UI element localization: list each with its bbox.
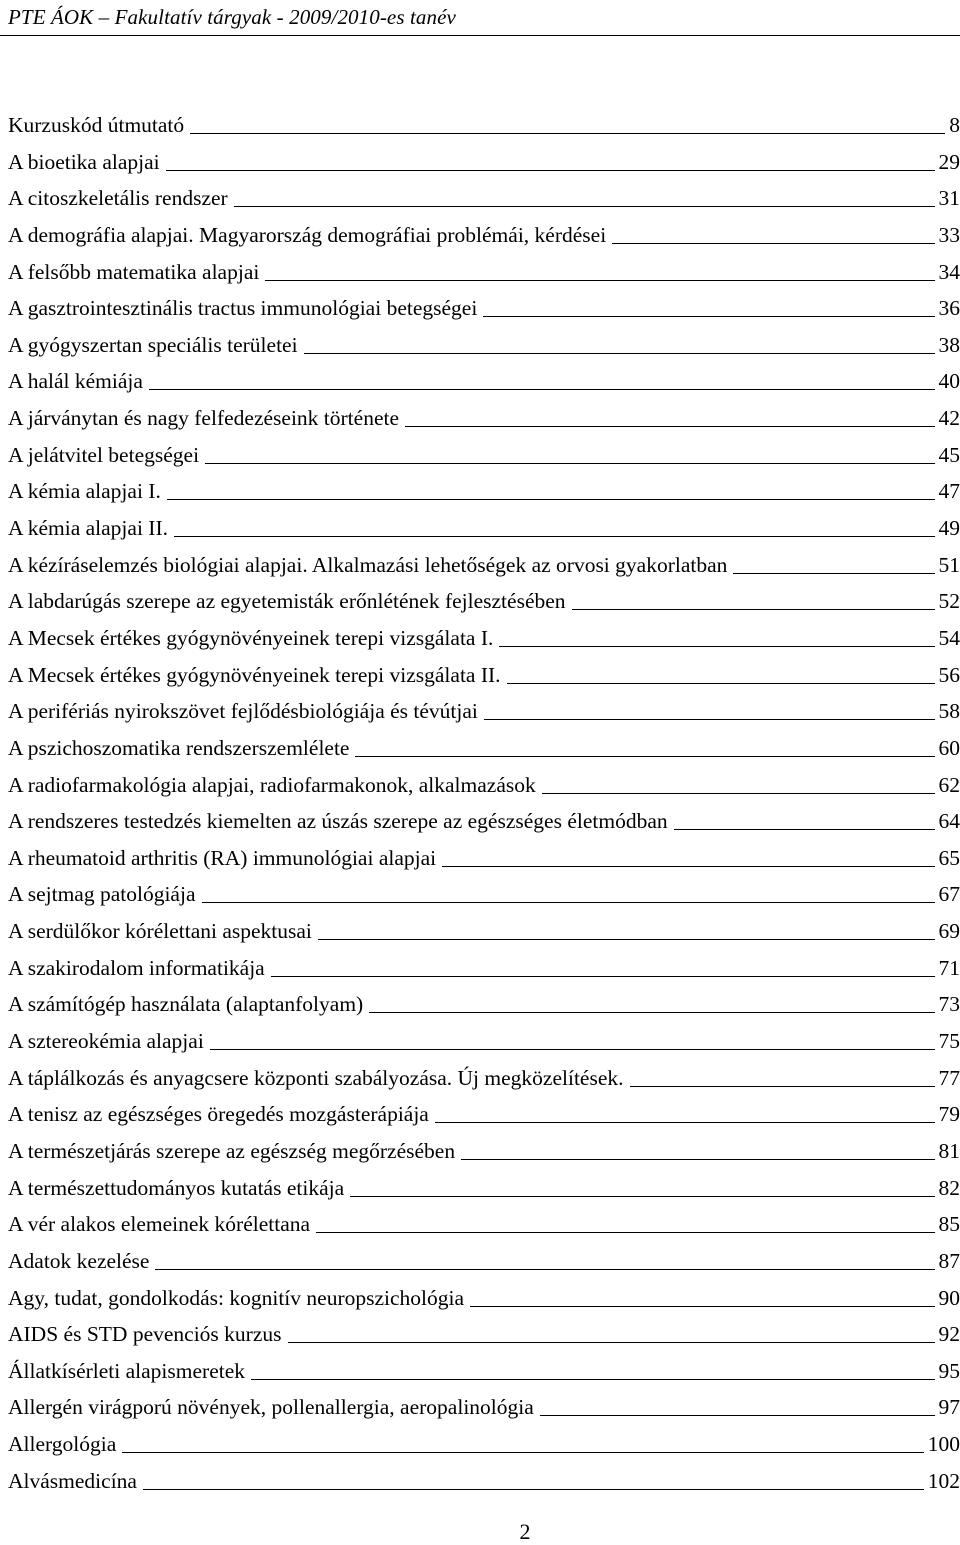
toc-entry-leader bbox=[304, 353, 935, 354]
toc-entry[interactable] bbox=[8, 1026, 960, 1063]
toc-entry-leader bbox=[318, 939, 935, 940]
toc-entry-page-number: 75 bbox=[939, 1026, 960, 1056]
toc-entry-title: A sztereokémia alapjai bbox=[8, 1026, 204, 1056]
toc-entry-title: A táplálkozás és anyagcsere központi szabályozása. Új megközelítések. bbox=[8, 1063, 624, 1093]
toc-entry-leader bbox=[369, 1012, 934, 1013]
toc-entry-leader bbox=[461, 1159, 934, 1160]
toc-entry-title: A járványtan és nagy felfedezéseink története bbox=[8, 403, 399, 433]
toc-entry-title: A kézíráselemzés biológiai alapjai. Alkalmazási lehetőségek az orvosi gyakorlatban bbox=[8, 550, 727, 580]
toc-entry-page-number: 100 bbox=[928, 1429, 960, 1459]
toc-entry-title: A kémia alapjai I. bbox=[8, 476, 161, 506]
toc-entry-page-number: 87 bbox=[939, 1246, 960, 1276]
toc-entry-page-number: 67 bbox=[939, 879, 960, 909]
toc-entry[interactable] bbox=[8, 1136, 960, 1173]
toc-entry[interactable] bbox=[8, 1429, 960, 1466]
toc-entry[interactable] bbox=[8, 879, 960, 916]
toc-entry-leader bbox=[143, 1489, 924, 1490]
toc-entry[interactable] bbox=[8, 696, 960, 733]
toc-entry-page-number: 33 bbox=[939, 220, 960, 250]
toc-entry-page-number: 49 bbox=[939, 513, 960, 543]
toc-entry-page-number: 51 bbox=[939, 550, 960, 580]
toc-entry-leader bbox=[542, 793, 935, 794]
toc-entry-leader bbox=[674, 829, 935, 830]
toc-entry-page-number: 62 bbox=[939, 770, 960, 800]
toc-entry[interactable] bbox=[8, 806, 960, 843]
toc-entry-leader bbox=[630, 1086, 935, 1087]
toc-entry[interactable] bbox=[8, 623, 960, 660]
toc-entry-page-number: 42 bbox=[939, 403, 960, 433]
toc-entry[interactable] bbox=[8, 989, 960, 1026]
toc-entry-page-number: 69 bbox=[939, 916, 960, 946]
toc-entry[interactable] bbox=[8, 1099, 960, 1136]
toc-entry-page-number: 90 bbox=[939, 1283, 960, 1313]
toc-entry-page-number: 54 bbox=[939, 623, 960, 653]
page-header-title: PTE ÁOK – Fakultatív tárgyak - 2009/2010-es tanév bbox=[8, 4, 456, 30]
toc-entry[interactable] bbox=[8, 1466, 960, 1503]
toc-entry-title: A kémia alapjai II. bbox=[8, 513, 168, 543]
toc-entry[interactable] bbox=[8, 293, 960, 330]
toc-entry-leader bbox=[234, 206, 935, 207]
toc-entry-title: A bioetika alapjai bbox=[8, 147, 160, 177]
toc-entry-page-number: 77 bbox=[939, 1063, 960, 1093]
toc-entry-page-number: 52 bbox=[939, 586, 960, 616]
toc-entry[interactable] bbox=[8, 1392, 960, 1429]
toc-entry-page-number: 82 bbox=[939, 1173, 960, 1203]
toc-entry-title: A rheumatoid arthritis (RA) immunológiai alapjai bbox=[8, 843, 436, 873]
toc-entry-title: A sejtmag patológiája bbox=[8, 879, 196, 909]
header-rule bbox=[0, 35, 960, 36]
toc-entry-page-number: 71 bbox=[939, 953, 960, 983]
toc-entry-title: Állatkísérleti alapismeretek bbox=[8, 1356, 245, 1386]
toc-entry-page-number: 85 bbox=[939, 1209, 960, 1239]
toc-entry-title: A gasztrointesztinális tractus immunológiai betegségei bbox=[8, 293, 477, 323]
toc-entry-leader bbox=[122, 1452, 923, 1453]
toc-entry-title: A serdülőkor kórélettani aspektusai bbox=[8, 916, 312, 946]
toc-entry[interactable] bbox=[8, 476, 960, 513]
toc-entry-page-number: 45 bbox=[939, 440, 960, 470]
toc-entry[interactable] bbox=[8, 440, 960, 477]
toc-entry-page-number: 65 bbox=[939, 843, 960, 873]
toc-entry-leader bbox=[288, 1342, 935, 1343]
toc-entry-title: Agy, tudat, gondolkodás: kognitív neuropszichológia bbox=[8, 1283, 464, 1313]
toc-entry-leader bbox=[167, 499, 935, 500]
toc-entry[interactable] bbox=[8, 586, 960, 623]
toc-entry-leader bbox=[202, 902, 935, 903]
toc-entry[interactable] bbox=[8, 1356, 960, 1393]
toc-entry-title: Kurzuskód útmutató bbox=[8, 110, 184, 140]
toc-entry-page-number: 81 bbox=[939, 1136, 960, 1166]
toc-entry[interactable] bbox=[8, 1246, 960, 1283]
toc-entry-title: A vér alakos elemeinek kórélettana bbox=[8, 1209, 310, 1239]
toc-entry-title: A citoszkeletális rendszer bbox=[8, 183, 228, 213]
toc-entry[interactable] bbox=[8, 733, 960, 770]
toc-entry-page-number: 34 bbox=[939, 257, 960, 287]
toc-entry[interactable] bbox=[8, 1319, 960, 1356]
toc-entry-leader bbox=[190, 133, 945, 134]
toc-entry-leader bbox=[470, 1306, 934, 1307]
toc-entry-page-number: 31 bbox=[939, 183, 960, 213]
toc-entry-leader bbox=[612, 243, 934, 244]
toc-entry-leader bbox=[149, 389, 935, 390]
toc-entry-page-number: 60 bbox=[939, 733, 960, 763]
toc-entry[interactable] bbox=[8, 366, 960, 403]
footer-page-number: 2 bbox=[0, 1519, 960, 1545]
toc-entry-title: A radiofarmakológia alapjai, radiofarmakonok, alkalmazások bbox=[8, 770, 536, 800]
toc-entry[interactable] bbox=[8, 550, 960, 587]
toc-entry-page-number: 95 bbox=[939, 1356, 960, 1386]
toc-entry-leader bbox=[316, 1232, 934, 1233]
toc-entry[interactable] bbox=[8, 147, 960, 184]
toc-entry-title: A természettudományos kutatás etikája bbox=[8, 1173, 344, 1203]
toc-entry-page-number: 29 bbox=[939, 147, 960, 177]
toc-entry-leader bbox=[251, 1379, 934, 1380]
toc-entry-leader bbox=[166, 170, 935, 171]
toc-entry-title: A halál kémiája bbox=[8, 366, 143, 396]
toc-entry-page-number: 38 bbox=[939, 330, 960, 360]
toc-entry-leader bbox=[483, 316, 934, 317]
toc-entry-page-number: 73 bbox=[939, 989, 960, 1019]
toc-entry-leader bbox=[507, 683, 935, 684]
toc-entry-page-number: 92 bbox=[939, 1319, 960, 1349]
toc-entry-leader bbox=[210, 1049, 935, 1050]
toc-entry-title: A labdarúgás szerepe az egyetemisták erőnlétének fejlesztésében bbox=[8, 586, 566, 616]
toc-entry-title: A Mecsek értékes gyógynövényeinek terepi vizsgálata I. bbox=[8, 623, 493, 653]
toc-entry[interactable] bbox=[8, 770, 960, 807]
toc-entry-leader bbox=[540, 1415, 935, 1416]
toc-entry[interactable] bbox=[8, 660, 960, 697]
toc-entry-leader bbox=[499, 646, 934, 647]
toc-entry-title: A gyógyszertan speciális területei bbox=[8, 330, 298, 360]
toc-entry-leader bbox=[572, 609, 935, 610]
toc-entry-leader bbox=[155, 1269, 934, 1270]
toc-entry-page-number: 56 bbox=[939, 660, 960, 690]
toc-entry[interactable] bbox=[8, 1283, 960, 1320]
toc-entry[interactable] bbox=[8, 843, 960, 880]
toc-entry-title: A demográfia alapjai. Magyarország demográfiai problémái, kérdései bbox=[8, 220, 606, 250]
toc-entry-title: A pszichoszomatika rendszerszemlélete bbox=[8, 733, 349, 763]
toc-entry-page-number: 102 bbox=[928, 1466, 960, 1496]
toc-entry-title: A Mecsek értékes gyógynövényeinek terepi vizsgálata II. bbox=[8, 660, 501, 690]
toc-entry[interactable] bbox=[8, 953, 960, 990]
toc-entry-title: A felsőbb matematika alapjai bbox=[8, 257, 259, 287]
toc-entry[interactable] bbox=[8, 110, 960, 147]
toc-entry[interactable] bbox=[8, 1209, 960, 1246]
toc-entry-leader bbox=[405, 426, 935, 427]
toc-entry[interactable] bbox=[8, 403, 960, 440]
toc-entry-title: AIDS és STD pevenciós kurzus bbox=[8, 1319, 282, 1349]
toc-entry-leader bbox=[174, 536, 935, 537]
toc-entry[interactable] bbox=[8, 1063, 960, 1100]
toc-entry-title: A rendszeres testedzés kiemelten az úszás szerepe az egészséges életmódban bbox=[8, 806, 668, 836]
toc-entry-page-number: 40 bbox=[939, 366, 960, 396]
toc-entry-page-number: 36 bbox=[939, 293, 960, 323]
toc-entry-page-number: 47 bbox=[939, 476, 960, 506]
toc-entry-title: A perifériás nyirokszövet fejlődésbiológiája és tévútjai bbox=[8, 696, 478, 726]
toc-entry[interactable] bbox=[8, 1173, 960, 1210]
toc-entry-page-number: 64 bbox=[939, 806, 960, 836]
toc-entry[interactable] bbox=[8, 916, 960, 953]
toc-entry-leader bbox=[435, 1122, 935, 1123]
toc-entry-title: A jelátvitel betegségei bbox=[8, 440, 199, 470]
toc-entry-title: Allergológia bbox=[8, 1429, 116, 1459]
toc-entry-page-number: 79 bbox=[939, 1099, 960, 1129]
toc-entry-leader bbox=[355, 756, 934, 757]
toc-entry-leader bbox=[205, 463, 934, 464]
table-of-contents bbox=[8, 110, 960, 1502]
toc-entry-leader bbox=[271, 976, 935, 977]
toc-entry[interactable] bbox=[8, 330, 960, 367]
toc-entry-page-number: 58 bbox=[939, 696, 960, 726]
toc-entry-leader bbox=[350, 1196, 934, 1197]
toc-entry-leader bbox=[733, 573, 934, 574]
toc-entry-title: Alvásmedicína bbox=[8, 1466, 137, 1496]
toc-entry-leader bbox=[484, 719, 935, 720]
toc-entry-page-number: 97 bbox=[939, 1392, 960, 1422]
toc-entry-leader bbox=[265, 280, 934, 281]
toc-entry-title: A természetjárás szerepe az egészség megőrzésében bbox=[8, 1136, 455, 1166]
toc-entry-page-number: 8 bbox=[949, 110, 960, 140]
toc-entry[interactable] bbox=[8, 513, 960, 550]
toc-entry-title: Allergén virágporú növények, pollenallergia, aeropalinológia bbox=[8, 1392, 534, 1422]
toc-entry-leader bbox=[442, 866, 934, 867]
toc-entry[interactable] bbox=[8, 257, 960, 294]
toc-entry[interactable] bbox=[8, 220, 960, 257]
toc-entry[interactable] bbox=[8, 183, 960, 220]
toc-entry-title: A számítógép használata (alaptanfolyam) bbox=[8, 989, 363, 1019]
toc-entry-title: A szakirodalom informatikája bbox=[8, 953, 265, 983]
toc-entry-title: Adatok kezelése bbox=[8, 1246, 149, 1276]
toc-entry-title: A tenisz az egészséges öregedés mozgásterápiája bbox=[8, 1099, 429, 1129]
